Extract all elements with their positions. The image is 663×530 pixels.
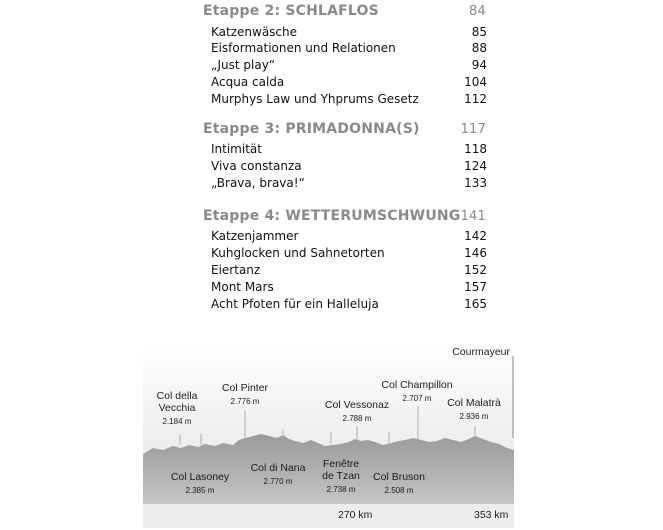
pass-height: 2.936 m: [459, 412, 489, 421]
entry-title: „Brava, brava!“: [211, 176, 305, 190]
pass-name: Col della: [156, 390, 198, 402]
pass-height: 2.776 m: [230, 397, 260, 406]
pass-label: [439, 397, 509, 422]
stage-title: Etappe 2: SCHLAFLOS: [203, 3, 379, 19]
entry-page: 104: [464, 75, 487, 89]
pass-label: [163, 471, 237, 496]
toc-entry: [211, 92, 487, 109]
entry-title: Viva constanza: [211, 159, 302, 173]
pass-name: Col Malatrà: [447, 397, 501, 409]
pass-height: 2.770 m: [263, 477, 293, 486]
entry-title: Acqua calda: [211, 75, 285, 89]
entry-page: 133: [464, 176, 487, 190]
entry-title: Kuhglocken und Sahnetorten: [211, 246, 385, 260]
toc-entry: [211, 159, 487, 176]
entry-page: 112: [464, 92, 487, 106]
pass-height: 2.508 m: [384, 486, 414, 495]
toc-entry: [211, 58, 487, 75]
entry-title: Murphys Law und Yhprums Gesetz: [211, 92, 419, 106]
entry-title: „Just play“: [211, 58, 276, 72]
pass-height: 2.788 m: [342, 414, 372, 423]
pass-height: 2.707 m: [402, 394, 432, 403]
stage-page: 84: [469, 4, 486, 19]
pass-name: Col Pinter: [221, 382, 269, 394]
km-end-label: 353 km: [474, 509, 509, 521]
entry-title: Eisformationen und Relationen: [211, 41, 396, 55]
stage-page: 117: [460, 122, 486, 137]
toc-entry: [211, 75, 487, 92]
toc-entry: [211, 229, 487, 246]
km-start-label: 270 km: [338, 509, 373, 521]
stage-heading: [203, 208, 488, 228]
ground-band: [143, 504, 514, 528]
pass-label: [315, 458, 367, 495]
pass-label: [149, 390, 205, 427]
entry-page: 152: [464, 263, 487, 277]
stage-page: 141: [460, 209, 486, 224]
entry-title: Eiertanz: [211, 263, 261, 277]
entry-page: 157: [464, 280, 487, 294]
toc-entry: [211, 142, 487, 159]
pass-name-line2: de Tzan: [322, 470, 360, 482]
entry-page: 124: [464, 159, 487, 173]
pass-label: [365, 471, 433, 496]
stage-heading: [203, 3, 488, 23]
elevation-profile-graphic: [143, 344, 514, 528]
toc-entry: [211, 280, 487, 297]
entry-title: Katzenjammer: [211, 229, 299, 243]
toc-entry: [211, 41, 487, 58]
pass-name: Col Lasoney: [170, 471, 230, 483]
stage-heading: [203, 121, 488, 141]
toc-entry: [211, 246, 487, 263]
entry-title: Intimität: [211, 142, 262, 156]
end-place-label: [452, 346, 510, 358]
toc-entry: [211, 263, 487, 280]
pass-name: Col Bruson: [373, 471, 425, 483]
stage-title: Etappe 4: WETTERUMSCHWUNG: [203, 208, 461, 224]
pass-label: [213, 382, 277, 407]
elevation-profile: [143, 344, 514, 528]
entry-page: 94: [471, 58, 487, 72]
toc-entry: [211, 297, 487, 314]
entry-page: 85: [471, 25, 487, 39]
entry-page: 88: [471, 41, 487, 55]
entry-title: Acht Pfoten für ein Halleluja: [211, 297, 379, 311]
pass-height: 2.184 m: [162, 417, 192, 426]
pass-name: Fenêtre: [322, 458, 360, 470]
toc-entry: [211, 25, 487, 42]
entry-page: 142: [464, 229, 487, 243]
toc-entry: [211, 176, 487, 193]
pass-label: [243, 462, 313, 487]
pass-name: Col Champillon: [381, 379, 453, 391]
pass-name: Col di Nana: [250, 462, 306, 474]
entry-title: Mont Mars: [211, 280, 274, 294]
end-place-name: Courmayeur: [452, 346, 510, 358]
pass-height: 2.738 m: [326, 485, 356, 494]
entry-page: 146: [464, 246, 487, 260]
entry-title: Katzenwäsche: [211, 25, 298, 39]
stage-title: Etappe 3: PRIMADONNA(S): [203, 121, 420, 137]
entry-page: 165: [464, 297, 487, 311]
pass-height: 2.385 m: [185, 486, 215, 495]
pass-name-line2: Vecchia: [158, 402, 196, 414]
pass-name: Col Vessonaz: [324, 399, 390, 411]
entry-page: 118: [464, 142, 487, 156]
